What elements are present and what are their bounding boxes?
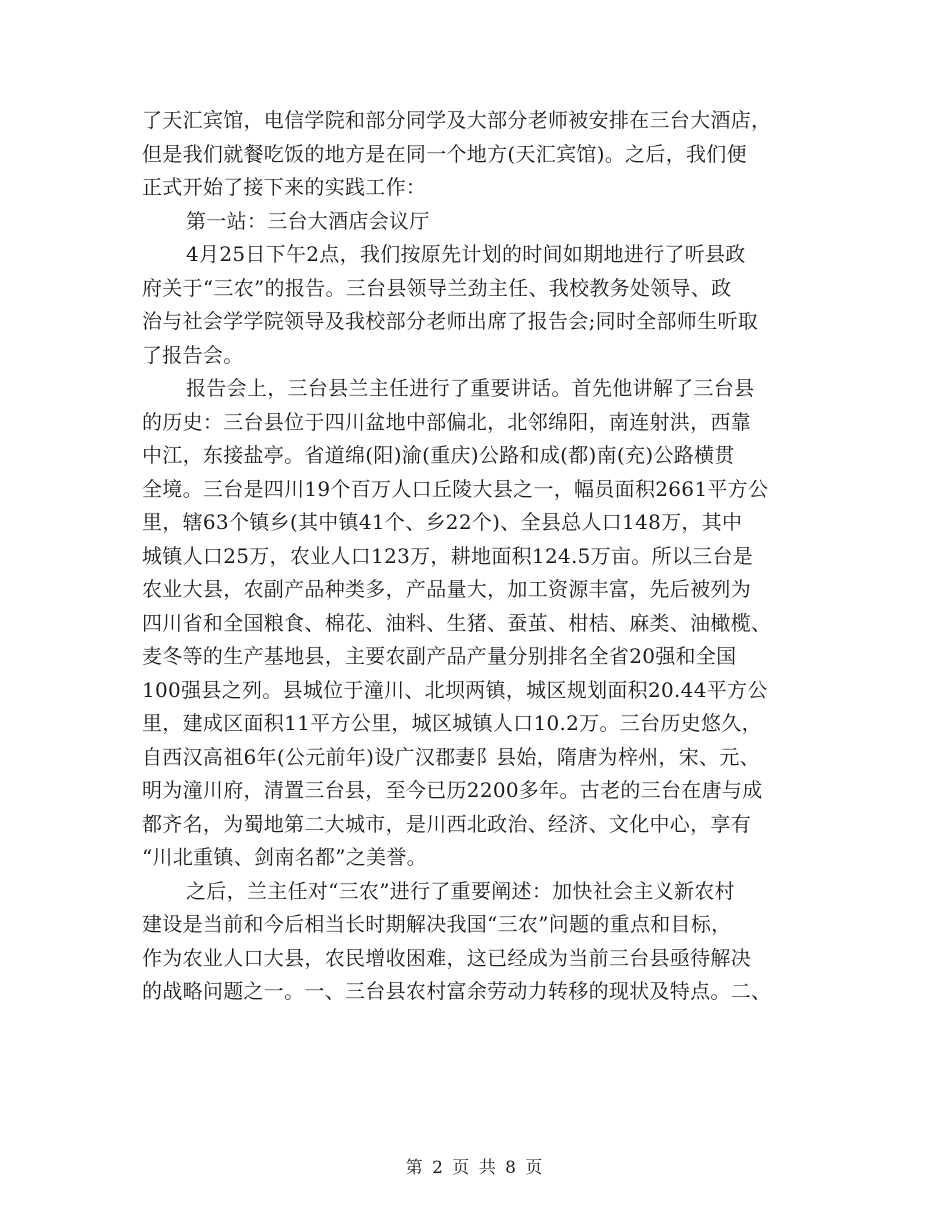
text-line: 里，辖63个镇乡(其中镇41个、乡22个)、全县总人口148万，其中 <box>142 510 743 534</box>
text-line: 自西汉高祖6年(公元前年)设广汉郡妻阝县始，隋唐为梓州，宋、元、 <box>142 744 760 769</box>
page-footer: 第 2 页 共 8 页 <box>405 1158 545 1178</box>
text-line: 明为潼川府，清置三台县，至今已历2200多年。古老的三台在唐与成 <box>142 778 763 802</box>
text-line: 治与社会学学院领导及我校部分老师出席了报告会;同时全部师生听取 <box>142 309 759 333</box>
text-line: 了天汇宾馆，电信学院和部分同学及大部分老师被安排在三台大酒店， <box>142 108 772 132</box>
text-line: 麦冬等的生产基地县，主要农副产品产量分别排名全省20强和全国 <box>142 644 737 668</box>
text-line: 全境。三台是四川19个百万人口丘陵大县之一，幅员面积2661平方公 <box>142 476 769 501</box>
text-line: 正式开始了接下来的实践工作： <box>142 175 427 199</box>
text-line: 都齐名，为蜀地第二大城市，是川西北政治、经济、文化中心，享有 <box>142 811 751 836</box>
text-line: 第一站：三台大酒店会议厅 <box>186 208 430 233</box>
text-line: 中江，东接盐亭。省道绵(阳)渝(重庆)公路和成(都)南(充)公路横贯 <box>142 443 735 467</box>
text-line: 的战略问题之一。一、三台县农村富余劳动力转移的现状及特点。二、 <box>142 979 772 1003</box>
text-line: 建设是当前和今后相当长时期解决我国“三农”问题的重点和目标， <box>142 912 732 936</box>
text-line: 报告会上，三台县兰主任进行了重要讲话。首先他讲解了三台县 <box>186 376 755 400</box>
text-line: 4月25日下午2点，我们按原先计划的时间如期地进行了听县政 <box>186 242 746 266</box>
text-line: “川北重镇、剑南名都”之美誉。 <box>142 845 427 869</box>
text-line: 府关于“三农”的报告。三台县领导兰劲主任、我校教务处领导、政 <box>142 275 732 300</box>
body-text <box>142 104 812 1009</box>
text-line: 100强县之列。县城位于潼川、北坝两镇，城区规划面积20.44平方公 <box>142 677 768 702</box>
text-line: 了报告会。 <box>142 342 244 367</box>
text-line: 农业大县，农副产品种类多，产品量大，加工资源丰富，先后被列为 <box>142 577 751 601</box>
text-line: 作为农业人口大县，农民增收困难，这已经成为当前三台县亟待解决 <box>142 945 751 970</box>
text-line: 的历史：三台县位于四川盆地中部偏北，北邻绵阳，南连射洪，西靠 <box>142 409 751 434</box>
text-line: 四川省和全国粮食、棉花、油料、生猪、蚕茧、柑桔、麻类、油橄榄、 <box>142 610 772 635</box>
text-line: 但是我们就餐吃饭的地方是在同一个地方(天汇宾馆)。之后，我们便 <box>142 141 747 166</box>
text-line: 之后，兰主任对“三农”进行了重要阐述：加快社会主义新农村 <box>186 878 735 903</box>
text-line: 城镇人口25万，农业人口123万，耕地面积124.5万亩。所以三台是 <box>142 543 754 568</box>
text-line: 里，建成区面积11平方公里，城区城镇人口10.2万。三台历史悠久， <box>142 711 762 735</box>
